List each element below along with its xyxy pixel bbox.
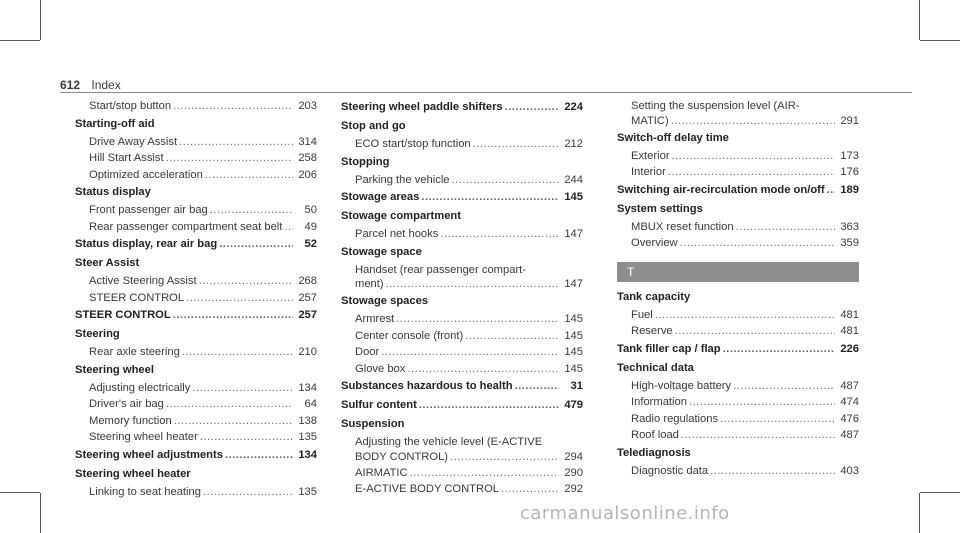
entry-text: Radio regulations (631, 412, 719, 425)
leader-dots (179, 134, 293, 151)
leader-dots (199, 273, 293, 290)
leader-dots (396, 311, 559, 328)
index-subentry (341, 465, 583, 482)
index-subentry (75, 167, 317, 184)
entry-text: Diagnostic data (631, 464, 709, 477)
index-subentry (617, 148, 859, 165)
leader-dots (505, 98, 559, 117)
entry-text: Tank capacity (617, 290, 691, 303)
leader-dots (655, 307, 835, 324)
index-heading (75, 235, 317, 254)
leader-dots (407, 361, 559, 378)
entry-text: Switch-off delay time (617, 131, 729, 144)
leader-dots (381, 344, 559, 361)
entry-text: STEER CONTROL (75, 309, 171, 321)
index-heading (75, 183, 317, 202)
leader-dots (210, 202, 293, 219)
leader-dots (419, 396, 559, 415)
leader-dots (681, 427, 835, 444)
page-reference[interactable]: 49 (304, 220, 317, 233)
page-number: 612 (60, 78, 81, 92)
entry-text: Drive Away Assist (89, 135, 178, 148)
index-heading (341, 396, 583, 415)
entry-text: Roof load (631, 429, 679, 441)
entry-text: Parking the vehicle (355, 173, 450, 186)
entry-text: Handset (rear passenger compart- (355, 263, 526, 276)
page-reference[interactable]: 176 (840, 166, 859, 178)
entry-text: Steering wheel adjustments (75, 448, 223, 461)
page-reference[interactable]: 258 (298, 152, 317, 164)
leader-dots (166, 150, 293, 167)
index-subentry-continuation (617, 113, 859, 129)
page-reference[interactable]: 50 (304, 204, 317, 216)
entry-text: Door (355, 346, 380, 358)
page-reference[interactable]: 226 (840, 342, 859, 355)
page-reference[interactable]: 147 (564, 228, 583, 240)
leader-dots (675, 323, 835, 340)
leader-dots (386, 276, 559, 292)
entry-text: Front passenger air bag (89, 204, 208, 216)
entry-text: Sulfur content (341, 399, 417, 411)
entry-text: Rear axle steering (89, 346, 180, 358)
leader-dots (680, 235, 835, 252)
page-reference[interactable]: 203 (298, 100, 317, 112)
leader-dots (465, 328, 559, 345)
entry-text: MATIC) (631, 114, 669, 127)
page-reference[interactable]: 206 (298, 168, 317, 181)
page-reference[interactable]: 294 (564, 450, 583, 463)
entry-text: Armrest (355, 313, 395, 325)
entry-text: Hill Start Assist (89, 152, 164, 164)
entry-text: BODY CONTROL) (355, 450, 449, 463)
index-subentry (617, 378, 859, 395)
index-subentry (75, 344, 317, 361)
page-reference[interactable]: 135 (298, 485, 317, 498)
entry-text: ECO start/stop function (355, 138, 471, 150)
index-subentry (341, 481, 583, 498)
page-reference[interactable]: 479 (564, 399, 583, 411)
entry-text: Driver's air bag (89, 398, 164, 410)
index-heading (617, 200, 859, 219)
entry-text: Center console (front) (355, 329, 464, 342)
entry-text: Stowage areas (341, 191, 420, 203)
index-heading (75, 325, 317, 344)
leader-dots (186, 290, 293, 307)
leader-dots (192, 380, 293, 397)
leader-dots (440, 226, 559, 243)
crop-mark (40, 0, 41, 40)
index-subentry (75, 380, 317, 397)
leader-dots (827, 181, 835, 200)
entry-text: Stowage spaces (341, 295, 429, 307)
page-reference[interactable]: 189 (840, 183, 859, 196)
leader-dots (203, 484, 293, 501)
page-reference[interactable]: 52 (304, 238, 317, 250)
index-subentry (341, 136, 583, 153)
leader-dots (284, 219, 293, 236)
index-heading (341, 243, 583, 262)
leader-dots (720, 411, 835, 428)
index-subentry (75, 429, 317, 446)
entry-text: Telediagnosis (617, 446, 691, 459)
index-subentry (341, 361, 583, 378)
page-reference[interactable]: 244 (564, 173, 583, 186)
index-subentry (75, 98, 317, 115)
page-reference[interactable]: 224 (564, 101, 583, 113)
page-reference[interactable]: 487 (840, 379, 859, 392)
index-subentry (341, 226, 583, 243)
entry-text: Optimized acceleration (89, 168, 203, 181)
entry-text: AIRMATIC (355, 466, 408, 479)
page-reference[interactable]: 257 (298, 309, 317, 321)
entry-text: Setting the suspension level (AIR- (631, 100, 800, 112)
page-reference[interactable]: 291 (840, 114, 859, 127)
page-reference[interactable]: 481 (840, 308, 859, 321)
page-reference[interactable]: 212 (564, 138, 583, 150)
entry-text: Suspension (341, 418, 405, 430)
leader-dots (672, 148, 835, 165)
leader-dots (173, 306, 293, 325)
index-heading (341, 377, 583, 396)
index-heading (75, 306, 317, 325)
index-heading (75, 446, 317, 465)
leader-dots (733, 378, 835, 395)
entry-text: High-voltage battery (631, 379, 732, 392)
entry-text: Start/stop button (89, 100, 172, 112)
index-heading (341, 188, 583, 207)
page-reference[interactable]: 134 (298, 381, 317, 394)
leader-dots (515, 377, 559, 396)
index-heading (75, 361, 317, 380)
crop-mark (920, 492, 960, 493)
index-heading (341, 117, 583, 136)
index-subentry (617, 219, 859, 236)
entry-text: Rear passenger compartment seat belt (89, 220, 283, 233)
index-column-2 (341, 98, 583, 498)
page-reference[interactable]: 145 (564, 346, 583, 358)
index-subentry (341, 328, 583, 345)
entry-text: Information (631, 396, 687, 408)
index-subentry (617, 164, 859, 181)
entry-text: Technical data (617, 361, 694, 374)
entry-text: Status display (75, 186, 151, 198)
entry-text: Overview (631, 237, 678, 249)
entry-text: ment) (355, 278, 384, 290)
entry-text: Starting-off aid (75, 117, 155, 130)
entry-text: Exterior (631, 149, 670, 162)
page-reference[interactable]: 134 (298, 448, 317, 461)
page-reference[interactable]: 145 (564, 313, 583, 325)
crop-mark (920, 40, 960, 41)
leader-dots (671, 113, 835, 129)
leader-dots (501, 481, 559, 498)
index-subentry-continuation (341, 449, 583, 465)
page-reference[interactable]: 474 (840, 396, 859, 408)
entry-text: Parcel net hooks (355, 228, 439, 240)
page-header (60, 78, 121, 92)
index-heading (75, 115, 317, 134)
leader-dots (219, 235, 293, 254)
entry-text: MBUX reset function (631, 220, 734, 233)
page-reference[interactable]: 138 (298, 414, 317, 427)
index-heading (341, 415, 583, 434)
crop-mark (0, 40, 40, 41)
index-heading (617, 359, 859, 378)
page-reference[interactable]: 487 (840, 429, 859, 441)
index-subentry (75, 202, 317, 219)
entry-text: Switching air-recirculation mode on/off (617, 183, 825, 196)
leader-dots (710, 463, 835, 480)
index-subentry (75, 413, 317, 430)
leader-dots (450, 449, 559, 465)
index-heading (617, 129, 859, 148)
crop-mark (919, 493, 920, 533)
leader-dots (723, 340, 835, 359)
index-subentry (75, 134, 317, 151)
index-subentry (617, 427, 859, 444)
page-reference[interactable]: 268 (298, 275, 317, 287)
entry-text: Stop and go (341, 120, 406, 132)
entry-text: E-ACTIVE BODY CONTROL (355, 483, 500, 495)
entry-text: Substances hazardous to health (341, 380, 513, 392)
leader-dots (421, 188, 559, 207)
page-reference[interactable]: 210 (298, 346, 317, 358)
entry-text: Fuel (631, 308, 653, 321)
entry-text: Stowage space (341, 245, 422, 258)
index-subentry (617, 463, 859, 480)
index-subentry (617, 323, 859, 340)
page-reference[interactable]: 403 (840, 464, 859, 477)
leader-dots (736, 219, 835, 236)
entry-text: Memory function (89, 414, 172, 427)
index-subentry (75, 396, 317, 413)
index-subentry (341, 172, 583, 189)
entry-text: Adjusting the vehicle level (E-ACTIVE (355, 436, 543, 448)
page-reference[interactable]: 257 (298, 291, 317, 304)
entry-text: System settings (617, 202, 703, 215)
page-reference[interactable]: 31 (570, 380, 583, 392)
entry-text: Stowage compartment (341, 210, 461, 222)
crop-mark (40, 493, 41, 533)
page-reference[interactable]: 481 (840, 325, 859, 337)
page-reference[interactable]: 147 (564, 278, 583, 290)
page-reference[interactable]: 145 (564, 362, 583, 375)
crop-mark (0, 492, 40, 493)
index-subentry (617, 394, 859, 411)
index-subentry (75, 150, 317, 167)
index-heading (341, 292, 583, 311)
leader-dots (668, 164, 835, 181)
entry-text: Steering wheel paddle shifters (341, 101, 503, 113)
leader-dots (166, 396, 293, 413)
page-reference[interactable]: 290 (564, 466, 583, 479)
index-heading (341, 98, 583, 117)
index-heading (617, 340, 859, 359)
entry-text: Glove box (355, 362, 406, 375)
page-reference[interactable]: 145 (564, 191, 583, 203)
entry-text: Active Steering Assist (89, 275, 197, 287)
page-reference[interactable]: 363 (840, 220, 859, 233)
entry-text: Reserve (631, 325, 673, 337)
entry-text: Steering wheel heater (89, 431, 198, 443)
entry-text: Status display, rear air bag (75, 238, 218, 250)
index-subentry (75, 290, 317, 307)
page-reference[interactable]: 173 (840, 149, 859, 162)
leader-dots (205, 167, 293, 184)
entry-text: Linking to seat heating (89, 485, 201, 498)
leader-dots (173, 98, 293, 115)
index-subentry (617, 307, 859, 324)
index-column-3 (617, 98, 859, 479)
index-subentry (341, 311, 583, 328)
index-column-1 (75, 98, 317, 500)
header-divider (60, 92, 912, 93)
entry-text: Adjusting electrically (89, 381, 191, 394)
page-reference[interactable]: 314 (298, 135, 317, 148)
index-subentry (75, 219, 317, 236)
index-subentry (75, 273, 317, 290)
index-heading (341, 207, 583, 226)
leader-dots (182, 344, 293, 361)
index-subentry (617, 411, 859, 428)
entry-text: STEER CONTROL (89, 291, 185, 304)
index-subentry (617, 235, 859, 252)
letter-divider: T (617, 262, 859, 282)
index-subentry (75, 484, 317, 501)
index-subentry (341, 344, 583, 361)
index-heading (75, 465, 317, 484)
leader-dots (689, 394, 835, 411)
entry-text: Interior (631, 166, 666, 178)
page-reference[interactable]: 359 (840, 237, 859, 249)
entry-text: Steering wheel heater (75, 467, 191, 480)
index-subentry-continuation (341, 276, 583, 292)
page-reference[interactable]: 476 (840, 412, 859, 425)
page-reference[interactable]: 64 (304, 398, 317, 410)
leader-dots (225, 446, 293, 465)
entry-text: Stopping (341, 155, 390, 168)
page-reference[interactable]: 292 (564, 483, 583, 495)
section-title: Index (91, 78, 121, 92)
index-heading (341, 153, 583, 172)
leader-dots (174, 413, 293, 430)
index-heading (617, 181, 859, 200)
leader-dots (410, 465, 559, 482)
entry-text: Steer Assist (75, 257, 140, 269)
page-reference[interactable]: 145 (564, 329, 583, 342)
crop-mark (919, 0, 920, 40)
leader-dots (473, 136, 559, 153)
leader-dots (200, 429, 293, 446)
entry-text: Tank filler cap / flap (617, 342, 721, 355)
watermark: carmanualsonline.info (520, 503, 730, 524)
page-reference[interactable]: 135 (298, 431, 317, 443)
index-heading (617, 444, 859, 463)
leader-dots (452, 172, 559, 189)
entry-text: Steering (75, 328, 120, 340)
index-heading (75, 254, 317, 273)
entry-text: Steering wheel (75, 363, 154, 376)
index-heading (617, 288, 859, 307)
